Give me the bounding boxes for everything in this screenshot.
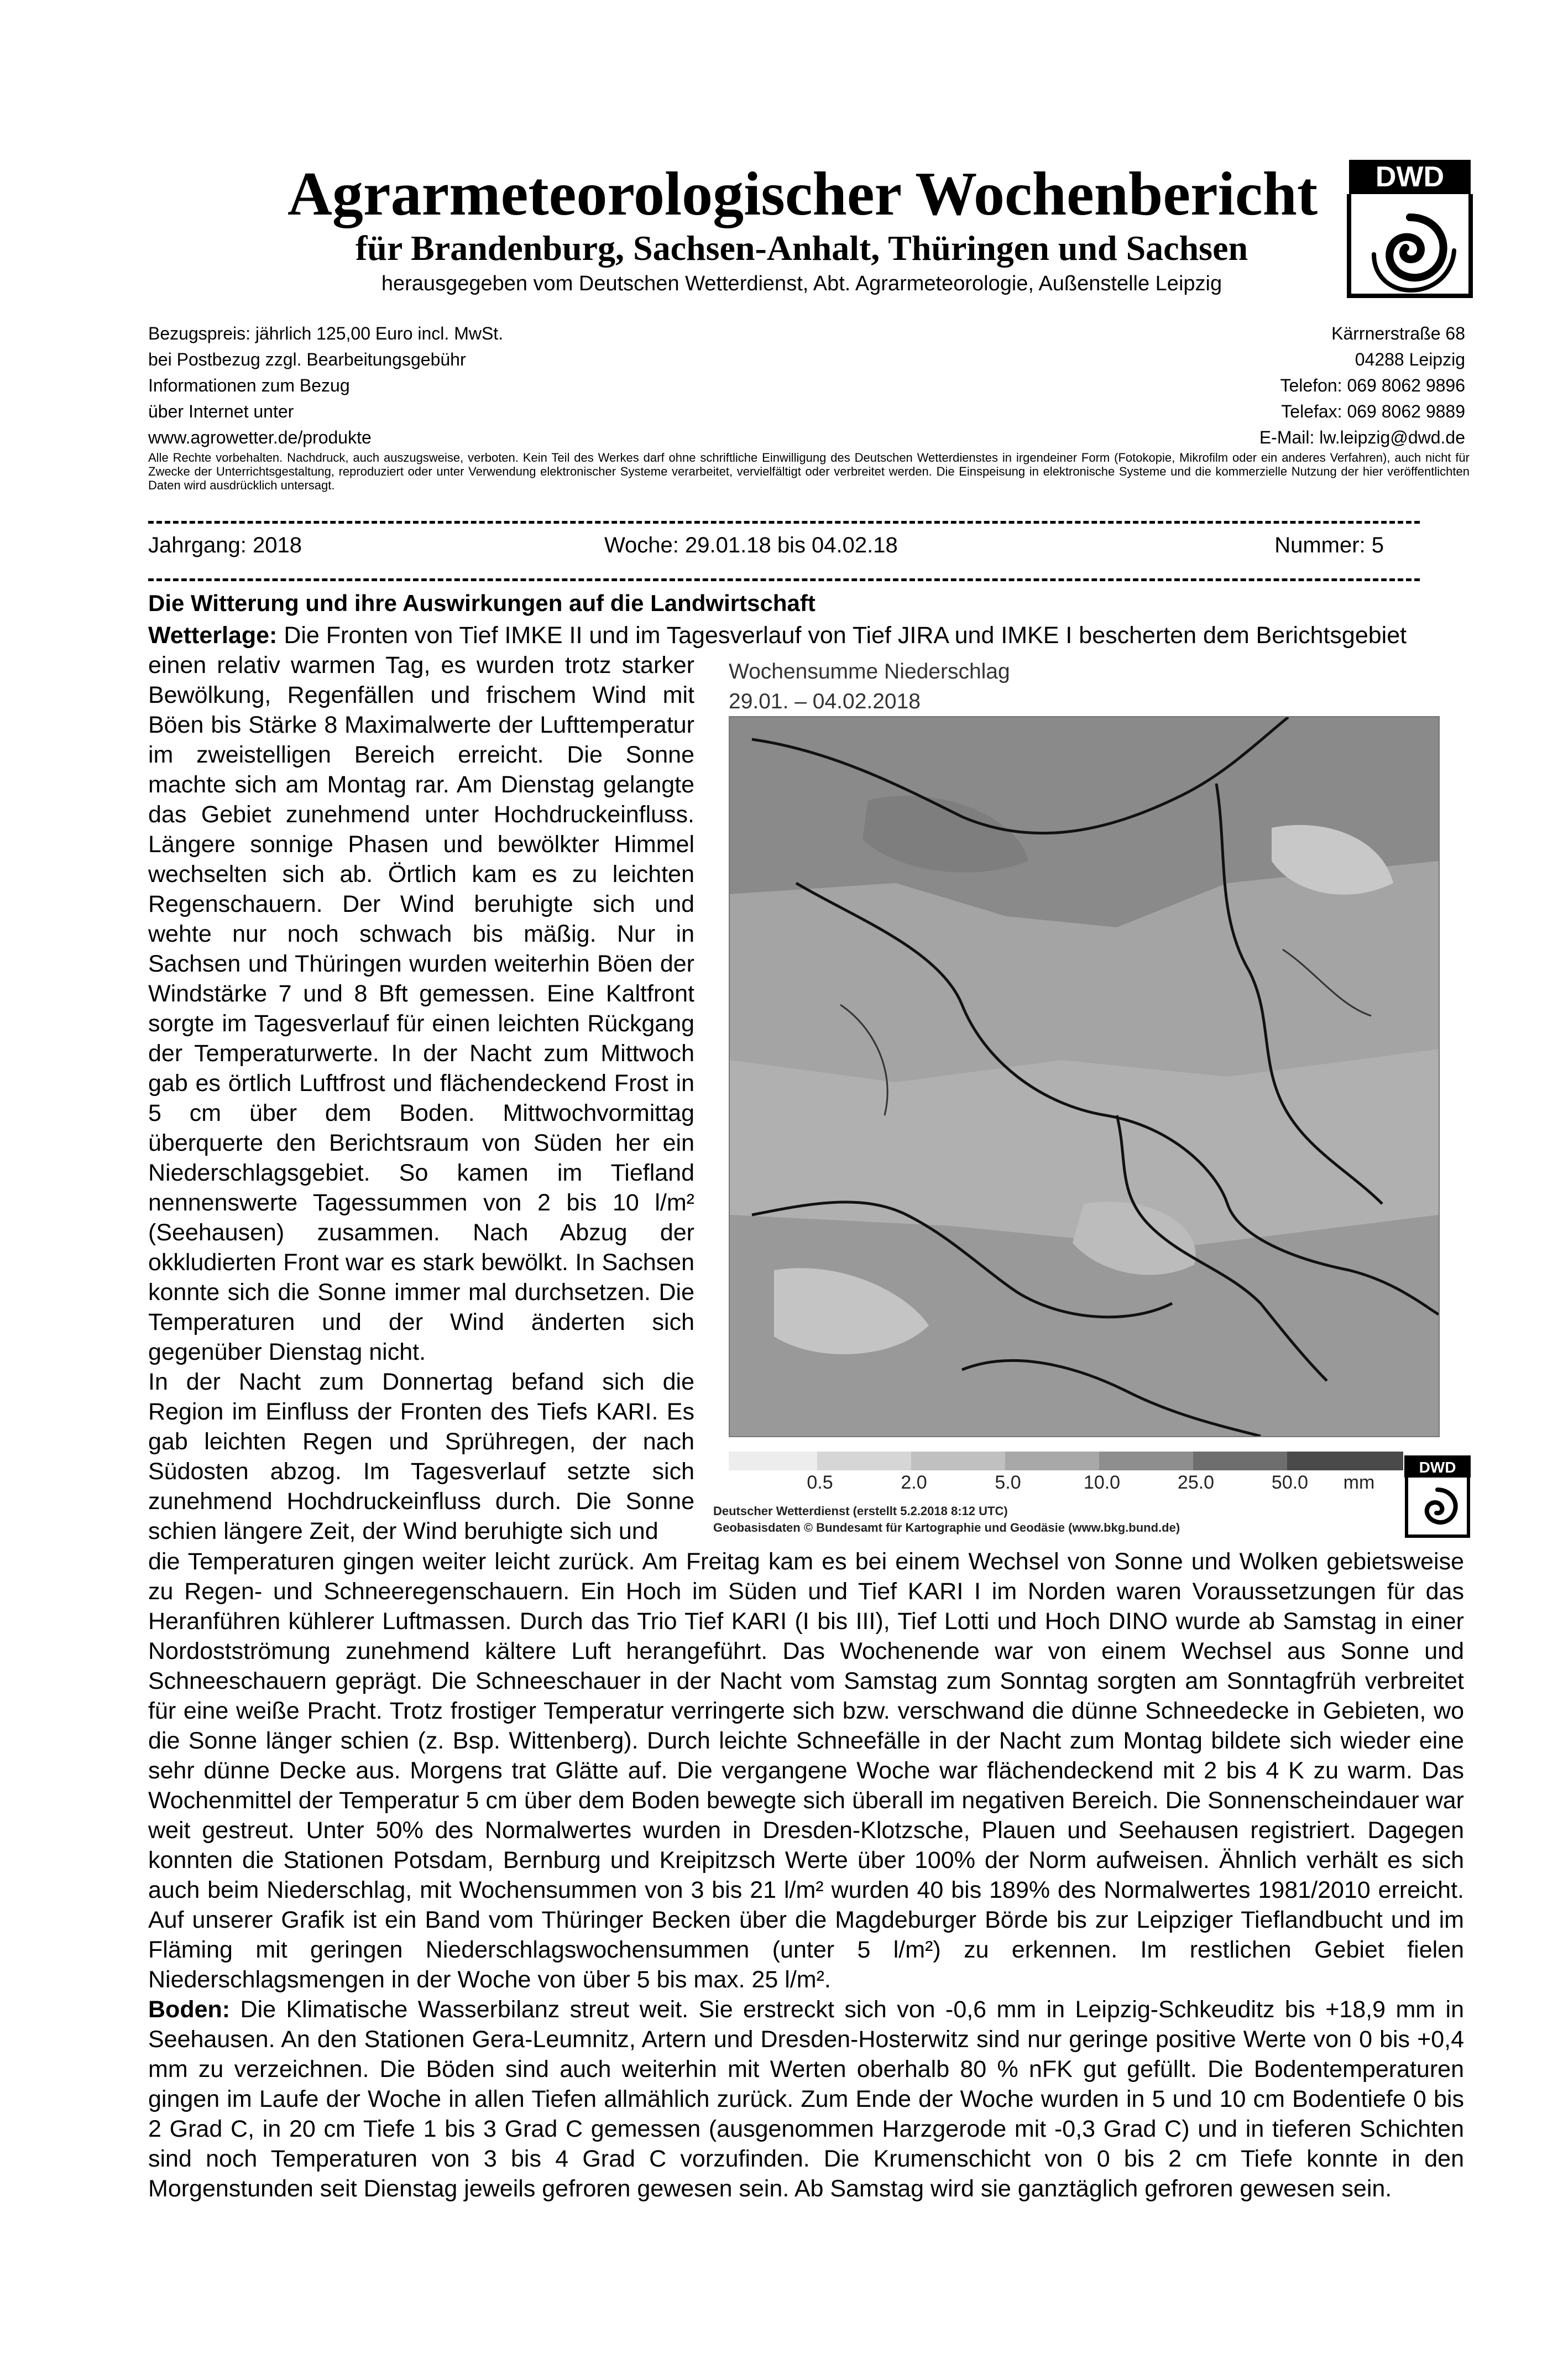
subscription-url[interactable]: www.agrowetter.de/produkte	[148, 427, 372, 447]
map-title-line: Wochensumme Niederschlag	[729, 660, 1010, 683]
wetterlage-continuation: die Temperaturen gingen weiter leicht zurück. Am Freitag kam es bei einem Wechsel von Sonne und Wolken gebietsweise zu Regen- und Schneeregenschauern. Ein Hoch im Süden und Tief KARI I im Norden waren Voraussetzungen für das Heranführen kühlerer Luftmassen. Durch das Trio Tief KARI (I bis III), Tief Lotti und Hoch DINO wurde ab Samstag in einer Nordostströmung zunehmend kältere Luft herangeführt. Das Wochenende war von einem Wechsel aus Sonne und Schneeschauern geprägt. Die Schneeschauer in der Nacht vom Samstag zum Sonntag sorgten am Sonntagfrüh verbreitet für eine weiße Pracht. Trotz frostiger Temperatur verringerte sich bzw. verschwand die dünne Schneedecke in Gebieten, wo die Sonne länger schien (z. Bsp. Wittenberg). Durch leichte Schneefälle in der Nacht zum Montag bildete sich wieder eine sehr dünne Decke aus. Morgens trat Glätte auf. Die vergangene Woche war flächendeckend mit 2 bis 4 K zu warm. Das Wochenmittel der Temperatur 5 cm über dem Boden bewegte sich überall im negativen Bereich. Die Sonnenscheindauer war weit gestreut. Unter 50% des Normalwertes wurden in Dresden-Klotzsche, Plauen und Seehausen registriert. Dagegen konnten die Stationen Potsdam, Bernburg und Kreipitzsch Werte über 100% der Norm aufweisen. Ähnlich verhält es sich auch beim Niederschlag, mit Wochensummen von 3 bis 21 l/m² wurden 40 bis 189% des Normalwertes 1981/2010 erreicht. Auf unserer Grafik ist ein Band vom Thüringer Becken über die Magdeburger Börde bis zur Leipziger Tieflandbucht und im Fläming mit geringen Niederschlagswochensummen (unter 5 l/m²) zu erkennen. Im restlichen Gebiet fielen Niederschlagsmengen in der Woche von über 5 bis max. 25 l/m².	[148, 1548, 1464, 1993]
subscription-line: Bezugspreis: jährlich 125,00 Euro incl. MwSt.	[148, 323, 504, 343]
legend-swatch	[1099, 1452, 1193, 1470]
boden-text: Die Klimatische Wasserbilanz streut weit. Sie erstreckt sich von -0,6 mm in Leipzig-Schkeuditz bis +18,9 mm in Seehausen. An den Stationen Gera-Leumnitz, Artern und Dresden-Hosterwitz sind nur geringe positive Werte von 0 bis +0,4 mm zu verzeichnen. Die Böden sind auch weiterhin mit Werten oberhalb 80 % nFK gut gefüllt. Die Bodentemperaturen gingen im Laufe der Woche in allen Tiefen allmählich zurück. Zum Ende der Woche wurden in 5 und 10 cm Bodentiefe 0 bis 2 Grad C, in 20 cm Tiefe 1 bis 3 Grad C gemessen (ausgenommen Harzgerode mit -0,3 Grad C) und in tieferen Schichten sind noch Temperaturen von 3 bis 4 Grad C vorzufinden. Die Krumenschicht von 0 bis 2 cm Tiefe konnte in den Morgenstunden seit Dienstag jeweils gefroren gewesen sein. Ab Samstag wird sie ganztäglich gefroren gewesen sein.	[148, 1996, 1464, 2202]
legend-unit: mm	[1343, 1472, 1375, 1493]
rights-notice: Alle Rechte vorbehalten. Nachdruck, auch auszugsweise, verboten. Kein Teil des Werkes darf ohne schriftliche Einwilligung des Deutschen Wetterdienstes in irgendeiner Form (Fotokopie, Mikrofilm oder ein anderes Verfahren), auch nicht für Zwecke der Unterrichtsgestaltung, reproduziert oder unter Verwendung elektronischer Systeme verarbeitet, vervielfältigt oder verbreitet werden. Die Einspeisung in elektronische Systeme und die kommerzielle Nutzung der hier veröffentlichten Daten wird ausdrücklich untersagt.	[148, 451, 1470, 492]
issue-week: Woche: 29.01.18 bis 04.02.18	[604, 533, 898, 557]
legend-label: 0.5	[807, 1472, 833, 1493]
issue-year: Jahrgang: 2018	[148, 533, 302, 557]
map-legend-bar	[729, 1452, 1403, 1470]
wetterlage-first-text: Die Fronten von Tief IMKE II und im Tagesverlauf von Tief JIRA und IMKE I bescherten dem Berichtsgebiet	[277, 622, 1407, 649]
paragraph: einen relativ warmen Tag, es wurden trotz starker Bewölkung, Regenfällen und frischem Wind mit Böen bis Stärke 8 Maximalwerte der Lufttemperatur im zweistelligen Bereich erreicht. Die Sonne machte sich am Montag rar. Am Dienstag gelangte das Gebiet zunehmend unter Hochdruckeinfluss. Längere sonnige Phasen und bewölkter Himmel wechselten sich ab. Örtlich kam es zu leichten Regenschauern. Der Wind beruhigte sich und wehte nur noch schwach bis mäßig. Nur in Sachsen und Thüringen wurden weiterhin Böen der Windstärke 7 und 8 Bft gemessen. Eine Kaltfront sorgte im Tagesverlauf für einen leichten Rückgang der Temperaturwerte. In der Nacht zum Mittwoch gab es örtlich Luftfrost und flächendeckend Frost in 5 cm über dem Boden. Mittwochvormittag überquerte den Berichtsraum von Süden her ein Niederschlagsgebiet. So kamen im Tiefland nennenswerte Tagessummen von 2 bis 10 l/m² (Seehausen) zusammen. Nach Abzug der okkludierten Front war es stark bewölkt. In Sachsen konnte sich die Sonne immer mal durchsetzen. Die Temperaturen und der Wind änderten sich gegenüber Dienstag nicht.	[148, 652, 694, 1365]
legend-label: 25.0	[1177, 1472, 1215, 1493]
subscription-line: bei Postbezug zzgl. Bearbeitungsgebühr	[148, 349, 466, 369]
dwd-logo-small-text: DWD	[1419, 1459, 1456, 1476]
legend-label: 10.0	[1083, 1472, 1121, 1493]
legend-swatch	[817, 1452, 911, 1470]
contact-street: Kärrnerstraße 68	[1331, 323, 1465, 343]
page-title: Agrarmeteorologischer Wochenbericht	[287, 160, 1318, 228]
wetterlage-label: Wetterlage:	[148, 622, 278, 649]
legend-swatch	[1005, 1452, 1099, 1470]
legend-label: 2.0	[901, 1472, 927, 1493]
subscription-line: Informationen zum Bezug	[148, 375, 350, 395]
legend-swatch	[1287, 1452, 1403, 1470]
dwd-logo-small	[1404, 1455, 1471, 1538]
map-legend-labels	[729, 1472, 1403, 1494]
precipitation-map	[729, 716, 1440, 1437]
contact-email[interactable]: E-Mail: lw.leipzig@dwd.de	[1259, 427, 1465, 447]
wetterlage-first-line	[148, 620, 1464, 650]
divider-dashed	[148, 521, 1420, 524]
publisher-line: herausgegeben vom Deutschen Wetterdienst, Abt. Agrarmeteorologie, Außenstelle Leipzig	[381, 272, 1222, 295]
map-credit-line: Deutscher Wetterdienst (erstellt 5.2.2018 8:12 UTC)	[713, 1504, 1008, 1518]
paragraph: In der Nacht zum Donnertag befand sich die Region im Einfluss der Fronten des Tiefs KARI. Es gab leichten Regen und Sprühregen, der nach Südosten abzog. Im Tagesverlauf setzte sich zunehmend Hochdruckeinfluss durch. Die Sonne schien längere Zeit, der Wind beruhigte sich und	[148, 1369, 694, 1544]
map-credit-line: Geobasisdaten © Bundesamt für Kartographie und Geodäsie (www.bkg.bund.de)	[713, 1521, 1180, 1535]
dwd-logo	[1344, 158, 1476, 301]
legend-swatch	[911, 1452, 1005, 1470]
dwd-logo-text: DWD	[1375, 161, 1445, 193]
wetterlage-left-column	[148, 650, 694, 1546]
legend-label: 50.0	[1271, 1472, 1309, 1493]
legend-swatch	[1193, 1452, 1287, 1470]
divider-dashed	[148, 578, 1420, 581]
map-title	[729, 657, 1010, 717]
subscription-info	[148, 321, 503, 451]
page-subtitle: für Brandenburg, Sachsen-Anhalt, Thüringen und Sachsen	[355, 228, 1248, 268]
map-date-range: 29.01. – 04.02.2018	[729, 690, 921, 713]
issue-number: Nummer: 5	[1274, 533, 1384, 557]
contact-info	[1128, 321, 1465, 451]
contact-city: 04288 Leipzig	[1355, 349, 1465, 369]
precipitation-map-graphic	[730, 717, 1439, 1436]
legend-label: 5.0	[995, 1472, 1021, 1493]
subscription-line: über Internet unter	[148, 401, 294, 421]
map-credit	[713, 1503, 1180, 1536]
contact-phone: Telefon: 069 8062 9896	[1280, 375, 1465, 395]
boden-section	[148, 1995, 1464, 2204]
legend-swatch	[729, 1452, 817, 1470]
contact-fax: Telefax: 069 8062 9889	[1281, 401, 1465, 421]
issue-meta	[148, 533, 1384, 564]
boden-label: Boden:	[148, 1996, 231, 2023]
section-heading: Die Witterung und ihre Auswirkungen auf die Landwirtschaft	[148, 590, 816, 616]
